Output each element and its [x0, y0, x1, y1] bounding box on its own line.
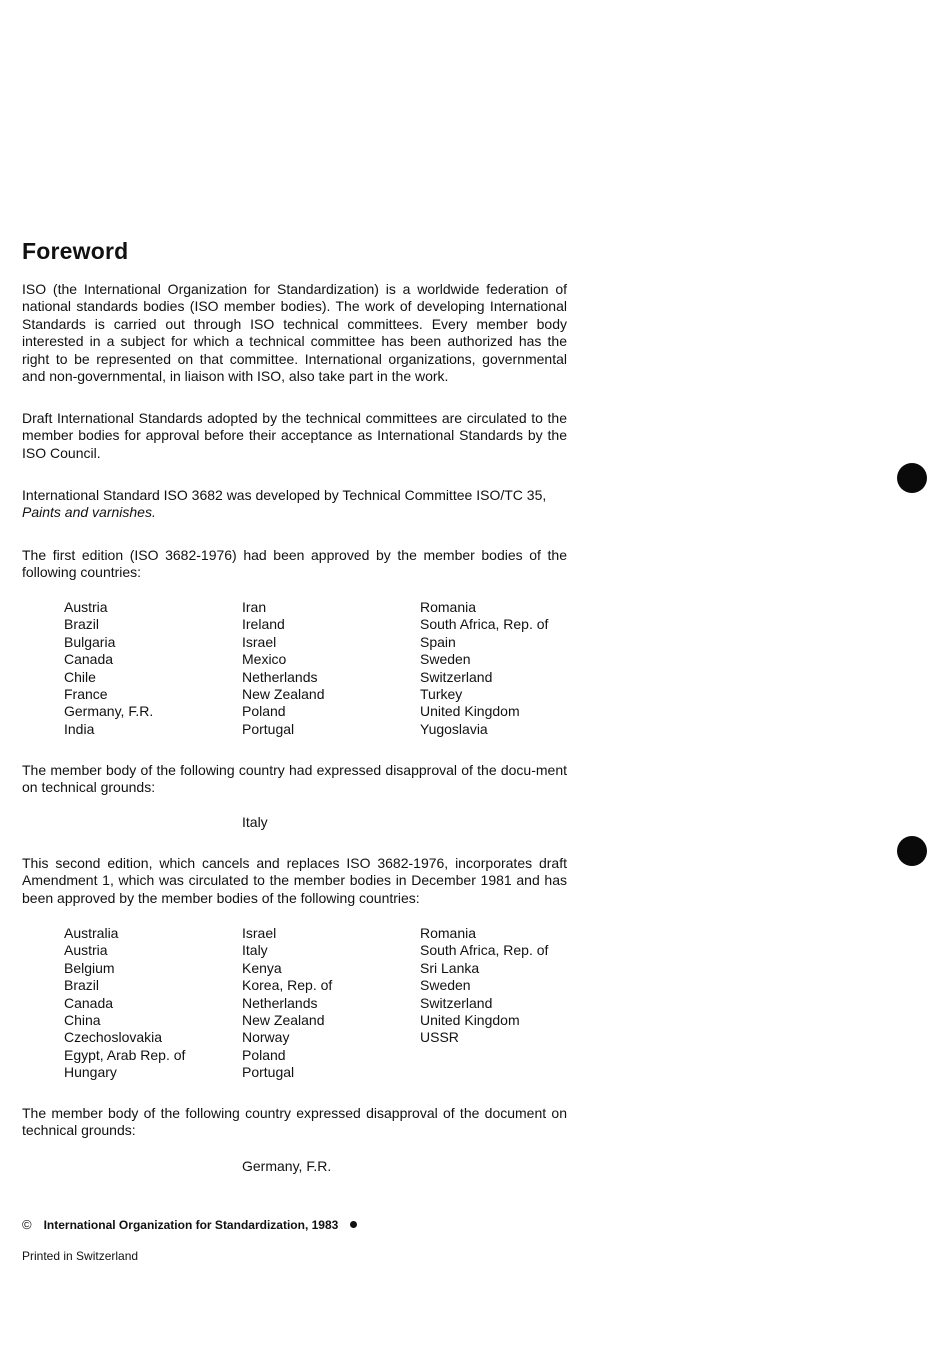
- country-item: Poland: [242, 1046, 286, 1063]
- country-item: Bulgaria: [64, 633, 116, 650]
- country-item: Canada: [64, 994, 114, 1011]
- country-item: United Kingdom: [420, 1012, 520, 1029]
- first-disapproval-country: Italy: [242, 814, 268, 830]
- country-item: Switzerland: [420, 994, 493, 1011]
- copyright-icon: ©: [22, 1217, 32, 1232]
- second-disapproval-country: Germany, F.R.: [242, 1158, 332, 1174]
- committee-title: Paints and varnishes.: [22, 504, 156, 521]
- page-title: Foreword: [22, 238, 129, 264]
- country-item: Sweden: [420, 651, 471, 668]
- country-item: Germany, F.R.: [64, 703, 154, 720]
- country-item: Netherlands: [242, 994, 318, 1011]
- developed-paragraph: [22, 487, 567, 522]
- country-item: Kenya: [242, 959, 282, 976]
- country-item: USSR: [420, 1029, 459, 1046]
- developed-text: International Standard ISO 3682 was developed by Technical Committee ISO/TC 35,: [22, 487, 547, 503]
- country-item: Egypt, Arab Rep. of: [64, 1046, 186, 1063]
- country-item: South Africa, Rep. of: [420, 616, 549, 633]
- country-item: Italy: [242, 942, 268, 959]
- country-item: Austria: [64, 599, 108, 615]
- country-item: Hungary: [64, 1064, 117, 1081]
- country-item: [420, 1064, 598, 1081]
- country-item: Spain: [420, 633, 456, 650]
- country-item: Brazil: [64, 616, 100, 633]
- intro-paragraph: ISO (the International Organization for Standardization) is a worldwide federation of national standards bodies (ISO member bodies). The work of developing International Standards is carried out through ISO technical committees. Every member body interested in a subject for which a technical committee has been authorized has the right to be represented on that committee. International organizations, governmental and non-governmental, in liaison with ISO, also take part in the work.: [22, 281, 567, 385]
- country-item: Korea, Rep. of: [242, 977, 333, 994]
- second-edition-paragraph: This second edition, which cancels and replaces ISO 3682-1976, incorporates draft Amendment 1, which was circulated to the member bodies in December 1981 and has been approved by the member bodies of the following countries:: [22, 855, 567, 906]
- first-edition-paragraph: The first edition (ISO 3682-1976) had been approved by the member bodies of the following countries:: [22, 547, 567, 581]
- first-disapproval-paragraph: The member body of the following country had expressed disapproval of the docu-ment on technical grounds:: [22, 762, 567, 796]
- country-item: Austria: [64, 942, 108, 959]
- country-item: New Zealand: [242, 1012, 325, 1029]
- bullet-dot-icon: [350, 1221, 357, 1228]
- country-item: Australia: [64, 925, 119, 941]
- country-item: Norway: [242, 1029, 290, 1046]
- country-item: Poland: [242, 703, 286, 720]
- punch-hole-icon: [897, 463, 927, 493]
- country-item: Ireland: [242, 616, 285, 633]
- country-item: Mexico: [242, 651, 287, 668]
- country-item: Iran: [242, 599, 267, 615]
- country-item: South Africa, Rep. of: [420, 942, 549, 959]
- country-item: Czechoslovakia: [64, 1029, 163, 1046]
- country-item: Sri Lanka: [420, 959, 480, 976]
- country-item: Canada: [64, 651, 114, 668]
- country-item: Yugoslavia: [420, 720, 488, 737]
- printed-note: Printed in Switzerland: [22, 1249, 139, 1263]
- country-item: Switzerland: [420, 668, 493, 685]
- country-item: Portugal: [242, 1064, 295, 1081]
- country-item: Turkey: [420, 686, 463, 703]
- drafts-paragraph: Draft International Standards adopted by the technical committees are circulated to the member bodies for approval before their acceptance as International Standards by the ISO Council.: [22, 410, 567, 461]
- country-item: Netherlands: [242, 668, 318, 685]
- country-item: India: [64, 720, 95, 737]
- punch-hole-icon: [897, 836, 927, 866]
- country-item: Romania: [420, 925, 477, 941]
- country-item: Israel: [242, 925, 277, 941]
- country-item: Portugal: [242, 720, 295, 737]
- country-item: China: [64, 1012, 101, 1029]
- country-item: Brazil: [64, 977, 100, 994]
- country-item: Sweden: [420, 977, 471, 994]
- country-item: Israel: [242, 633, 277, 650]
- country-item: [420, 1047, 598, 1064]
- country-item: France: [64, 686, 108, 703]
- copyright-line: [22, 1217, 357, 1232]
- country-item: United Kingdom: [420, 703, 520, 720]
- country-item: Chile: [64, 668, 96, 685]
- country-item: New Zealand: [242, 686, 325, 703]
- first-edition-country-list: [64, 599, 584, 738]
- second-disapproval-paragraph: The member body of the following country expressed disapproval of the document on technical grounds:: [22, 1105, 567, 1139]
- copyright-text: International Organization for Standardization, 1983: [43, 1217, 339, 1232]
- second-edition-country-list: [64, 925, 584, 1082]
- country-item: Romania: [420, 599, 477, 615]
- country-item: Belgium: [64, 959, 115, 976]
